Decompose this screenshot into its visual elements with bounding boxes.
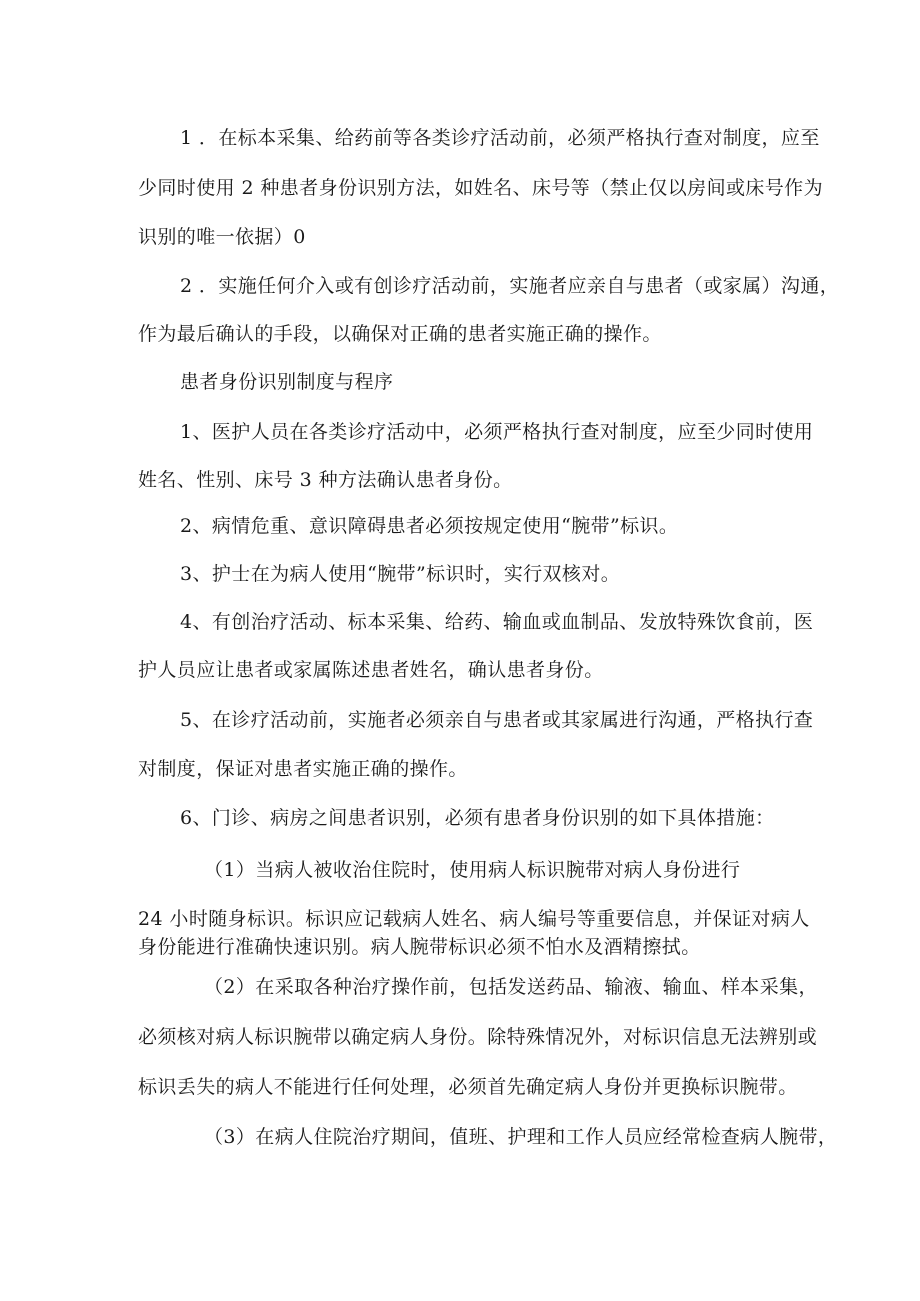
rule-4-line-2: 护人员应让患者或家属陈述患者姓名，确认患者身份。 xyxy=(138,659,604,681)
paragraph-2-line-2: 作为最后确认的手段，以确保对正确的患者实施正确的操作。 xyxy=(138,323,662,345)
rule-6-line-1: 6、门诊、病房之间患者识别，必须有患者身份识别的如下具体措施： xyxy=(180,807,775,829)
rule-5-line-1: 5、在诊疗活动前，实施者必须亲自与患者或其家属进行沟通，严格执行查 xyxy=(180,709,814,731)
rule-1-line-1: 1、医护人员在各类诊疗活动中，必须严格执行查对制度，应至少同时使用 xyxy=(180,421,814,443)
paragraph-2-line-1: 2 ．实施任何介入或有创诊疗活动前，实施者应亲自与患者（或家属）沟通， xyxy=(180,275,840,297)
measure-2-line-3: 标识丢失的病人不能进行任何处理，必须首先确定病人身份并更换标识腕带。 xyxy=(138,1076,798,1098)
measure-1-line-1: （1）当病人被收治住院时，使用病人标识腕带对病人身份进行 xyxy=(204,859,741,881)
measure-1-line-2: 24 小时随身标识。标识应记载病人姓名、病人编号等重要信息，并保证对病人 xyxy=(138,908,810,930)
paragraph-1-line-3: 识别的唯一依据）0 xyxy=(138,226,306,248)
measure-3-line-1: （3）在病人住院治疗期间，值班、护理和工作人员应经常检查病人腕带， xyxy=(204,1126,838,1148)
rule-3-line-1: 3、护士在为病人使用“腕带”标识时，实行双核对。 xyxy=(180,563,621,585)
paragraph-1-line-1: 1 ．在标本采集、给药前等各类诊疗活动前，必须严格执行查对制度，应至 xyxy=(180,127,820,149)
measure-2-line-2: 必须核对病人标识腕带以确定病人身份。除特殊情况外，对标识信息无法辨别或 xyxy=(138,1026,818,1048)
rule-2-line-1: 2、病情危重、意识障碍患者必须按规定使用“腕带”标识。 xyxy=(180,515,679,537)
section-heading: 患者身份识别制度与程序 xyxy=(180,371,394,393)
rule-5-line-2: 对制度，保证对患者实施正确的操作。 xyxy=(138,758,468,780)
rule-1-line-2: 姓名、性别、床号 3 种方法确认患者身份。 xyxy=(138,469,513,491)
rule-4-line-1: 4、有创治疗活动、标本采集、给药、输血或血制品、发放特殊饮食前，医 xyxy=(180,611,814,633)
measure-2-line-1: （2）在采取各种治疗操作前，包括发送药品、输液、输血、样本采集， xyxy=(204,976,818,998)
paragraph-1-line-2: 少同时使用 2 种患者身份识别方法，如姓名、床号等（禁止仅以房间或床号作为 xyxy=(138,177,823,199)
measure-1-line-3: 身份能进行准确快速识别。病人腕带标识必须不怕水及酒精擦拭。 xyxy=(138,936,701,958)
